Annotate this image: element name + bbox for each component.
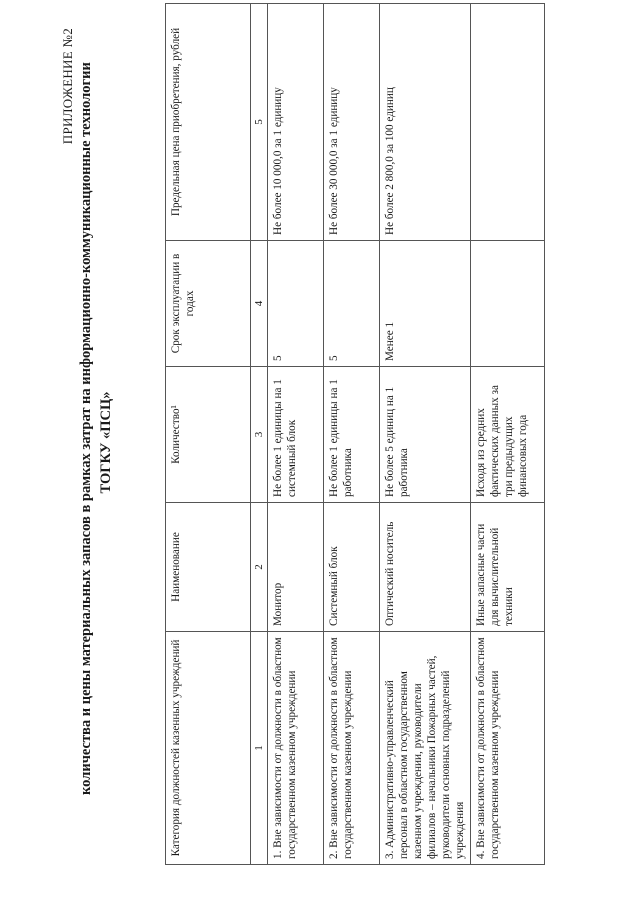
column-number: 2 <box>251 503 268 632</box>
column-number: 3 <box>251 367 268 503</box>
column-number: 5 <box>251 4 268 241</box>
header-quantity: Количество¹ <box>166 367 251 503</box>
row-quantity: Не более 1 единицы на 1 системный блок <box>268 367 324 503</box>
header-price: Предельная цена приобретения, рублей <box>166 4 251 241</box>
row-term: 5 <box>324 241 380 367</box>
column-number: 1 <box>251 632 268 865</box>
row-term: Менее 1 <box>380 241 471 367</box>
header-category: Категория должностей казенных учреждений <box>166 632 251 865</box>
row-category: 3. Административно-управленческий персонал в областном государственном казенном учреждении, руководители филиалов – начальники Пожарных частей, руководители основных подразделений учреждения <box>380 632 471 865</box>
row-price <box>471 4 545 241</box>
row-name: Системный блок <box>324 503 380 632</box>
column-number: 4 <box>251 241 268 367</box>
table-row <box>380 4 471 865</box>
row-quantity: Не более 5 единиц на 1 работника <box>380 367 471 503</box>
row-name: Оптический носитель <box>380 503 471 632</box>
row-price: Не более 10 000,0 за 1 единицу <box>268 4 324 241</box>
materials-table <box>165 3 545 865</box>
table-header-row <box>166 4 251 865</box>
row-price: Не более 30 000,0 за 1 единицу <box>324 4 380 241</box>
header-name: Наименование <box>166 503 251 632</box>
table-row <box>471 4 545 865</box>
column-number-row <box>251 4 268 865</box>
table-row <box>268 4 324 865</box>
appendix-label: ПРИЛОЖЕНИЕ №2 <box>60 28 75 145</box>
row-category: 2. Вне зависимости от должности в областном государственном казенном учреждении <box>324 632 380 865</box>
title-line-1: количества и цены материальных запасов в рамках затрат на информационно-коммуникационные технологии <box>78 62 94 795</box>
row-category: 1. Вне зависимости от должности в областном государственном казенном учреждении <box>268 632 324 865</box>
header-term: Срок эксплуатации в годах <box>166 241 251 367</box>
document-title <box>76 62 116 795</box>
row-price: Не более 2 800,0 за 100 единиц <box>380 4 471 241</box>
row-category: 4. Вне зависимости от должности в областном государственном казенном учреждении <box>471 632 545 865</box>
row-term <box>471 241 545 367</box>
row-quantity: Не более 1 единицы на 1 работника <box>324 367 380 503</box>
table-row <box>324 4 380 865</box>
row-term: 5 <box>268 241 324 367</box>
row-name: Монитор <box>268 503 324 632</box>
row-name: Иные запасные части для вычислительной техники <box>471 503 545 632</box>
row-quantity: Исходя из средних фактических данных за три предыдущих финансовых года <box>471 367 545 503</box>
title-line-2: ТОГКУ «ПСЦ» <box>98 391 114 494</box>
